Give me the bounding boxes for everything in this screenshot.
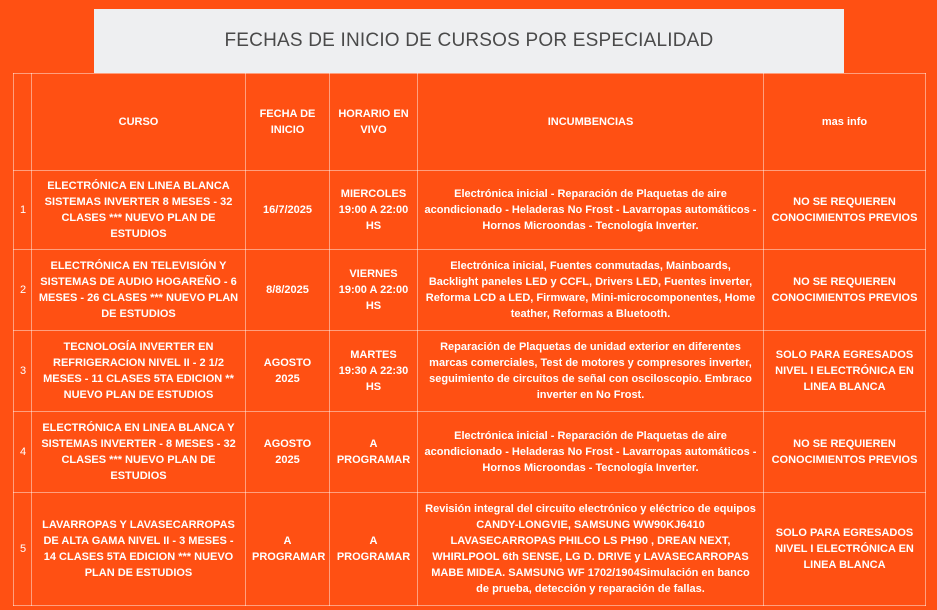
more-info: NO SE REQUIEREN CONOCIMIENTOS PREVIOS bbox=[764, 412, 926, 493]
header-incumbencias: INCUMBENCIAS bbox=[418, 74, 764, 171]
start-date: A PROGRAMAR bbox=[246, 493, 330, 606]
course-name: ELECTRÓNICA EN TELEVISIÓN Y SISTEMAS DE AUDIO HOGAREÑO - 6 MESES - 26 CLASES *** NUEVO PLAN DE ESTUDIOS bbox=[32, 250, 246, 331]
start-date: AGOSTO 2025 bbox=[246, 331, 330, 412]
header-info: mas info bbox=[764, 74, 926, 171]
header-horario: HORARIO EN VIVO bbox=[330, 74, 418, 171]
courses-table bbox=[13, 73, 926, 606]
course-name: TECNOLOGÍA INVERTER EN REFRIGERACION NIVEL II - 2 1/2 MESES - 11 CLASES 5TA EDICION ** NUEVO PLAN DE ESTUDIOS bbox=[32, 331, 246, 412]
start-date: AGOSTO 2025 bbox=[246, 412, 330, 493]
more-info: SOLO PARA EGRESADOS NIVEL I ELECTRÓNICA EN LINEA BLANCA bbox=[764, 331, 926, 412]
row-number: 1 bbox=[14, 171, 32, 250]
table-body bbox=[14, 171, 926, 606]
incumbencies: Electrónica inicial, Fuentes conmutadas, Mainboards, Backlight paneles LED y CCFL, Drivers LED, Fuentes inverter, Reforma LCD a LED, Firmware, Mini-microcomponentes, Home teather, Reformas a Bluetooth. bbox=[418, 250, 764, 331]
row-number: 4 bbox=[14, 412, 32, 493]
course-name: ELECTRÓNICA EN LINEA BLANCA Y SISTEMAS INVERTER - 8 MESES - 32 CLASES *** NUEVO PLAN DE ESTUDIOS bbox=[32, 412, 246, 493]
row-number: 3 bbox=[14, 331, 32, 412]
table-row bbox=[14, 412, 926, 493]
more-info: NO SE REQUIEREN CONOCIMIENTOS PREVIOS bbox=[764, 171, 926, 250]
schedule: A PROGRAMAR bbox=[330, 412, 418, 493]
table-row bbox=[14, 250, 926, 331]
page-title bbox=[94, 9, 844, 73]
header-curso: CURSO bbox=[32, 74, 246, 171]
start-date: 8/8/2025 bbox=[246, 250, 330, 331]
incumbencies: Revisión integral del circuito electrónico y eléctrico de equipos CANDY-LONGVIE, SAMSUNG WW90KJ6410 LAVASECARROPAS PHILCO LS PH90 , DREAN NEXT, WHIRLPOOL 6th SENSE, LG D. DRIVE y LAVASECARROPAS MABE MIDEA. SAMSUNG WF 1702/1904Simulación en banco de prueba, detección y reparación de fallas. bbox=[418, 493, 764, 606]
schedule: VIERNES 19:00 A 22:00 HS bbox=[330, 250, 418, 331]
start-date: 16/7/2025 bbox=[246, 171, 330, 250]
table-header bbox=[14, 74, 926, 171]
header-num bbox=[14, 74, 32, 171]
header-fecha: FECHA DE INICIO bbox=[246, 74, 330, 171]
page-title-text: FECHAS DE INICIO DE CURSOS POR ESPECIALIDAD bbox=[224, 30, 714, 51]
more-info: SOLO PARA EGRESADOS NIVEL I ELECTRÓNICA EN LINEA BLANCA bbox=[764, 493, 926, 606]
schedule: A PROGRAMAR bbox=[330, 493, 418, 606]
table-row bbox=[14, 171, 926, 250]
course-name: ELECTRÓNICA EN LINEA BLANCA SISTEMAS INVERTER 8 MESES - 32 CLASES *** NUEVO PLAN DE ESTUDIOS bbox=[32, 171, 246, 250]
row-number: 5 bbox=[14, 493, 32, 606]
table-row bbox=[14, 331, 926, 412]
incumbencies: Electrónica inicial - Reparación de Plaquetas de aire acondicionado - Heladeras No Frost - Lavarropas automáticos - Hornos Microondas - Tecnología Inverter. bbox=[418, 412, 764, 493]
incumbencies: Reparación de Plaquetas de unidad exterior en diferentes marcas comerciales, Test de motores y compresores inverter, seguimiento de circuitos de señal con osciloscopio. Embraco inverter en No Frost. bbox=[418, 331, 764, 412]
row-number: 2 bbox=[14, 250, 32, 331]
course-name: LAVARROPAS Y LAVASECARROPAS DE ALTA GAMA NIVEL II - 3 MESES - 14 CLASES 5TA EDICION *** NUEVO PLAN DE ESTUDIOS bbox=[32, 493, 246, 606]
more-info: NO SE REQUIEREN CONOCIMIENTOS PREVIOS bbox=[764, 250, 926, 331]
incumbencies: Electrónica inicial - Reparación de Plaquetas de aire acondicionado - Heladeras No Frost - Lavarropas automáticos - Hornos Microondas - Tecnología Inverter. bbox=[418, 171, 764, 250]
schedule: MARTES 19:30 A 22:30 HS bbox=[330, 331, 418, 412]
table-row bbox=[14, 493, 926, 606]
schedule: MIERCOLES 19:00 A 22:00 HS bbox=[330, 171, 418, 250]
header-row bbox=[14, 74, 926, 171]
